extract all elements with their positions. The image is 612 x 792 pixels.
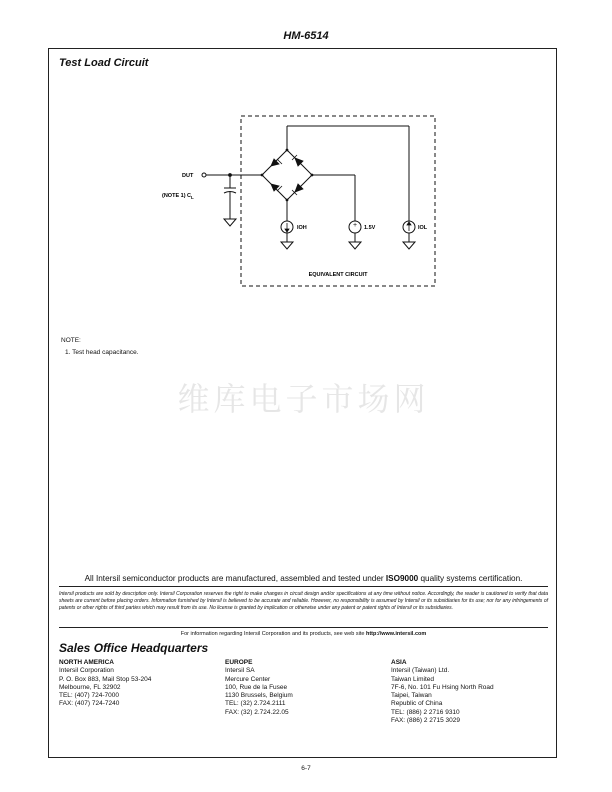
sales-office-title: Sales Office Headquarters	[59, 641, 209, 655]
ground-symbol-cap	[224, 219, 236, 226]
test-load-circuit-diagram	[49, 49, 558, 309]
legal-disclaimer: Intersil products are sold by description only. Intersil Corporation reserves the right to make changes in circuit design and/or specifications at any time without notice. Accordingly, the reader is cautioned to verify that data sheets are current before placing orders. Information furnished by Intersil is believed to be accurate and reliable. However, no responsibility is assumed by Intersil or its subsidiaries for its use; nor for any infringements of patents or other rights of third parties which may result from its use. No license is granted by implication or otherwise under any patent or patent rights of Intersil or its subsidiaries.	[59, 591, 548, 611]
office-line: TEL: (407) 724-7000	[59, 692, 119, 700]
office-europe	[225, 659, 293, 717]
office-north-america	[59, 659, 151, 709]
office-line: P. O. Box 883, Mail Stop 53-204	[59, 675, 152, 683]
office-line: Intersil SA	[225, 667, 255, 675]
notes-label: NOTE:	[61, 337, 81, 344]
dut-label: DUT	[182, 173, 194, 179]
office-line: Republic of China	[391, 700, 443, 708]
iol-label: IOL	[418, 225, 428, 231]
website-info-line: For information regarding Intersil Corporation and its products, see web site http://www.intersil.com	[180, 631, 427, 637]
cl-note-label: (NOTE 1) $C_L$	[162, 193, 194, 200]
office-asia	[391, 659, 494, 725]
office-line: 1130 Brussels, Belgium	[225, 692, 293, 700]
office-line: 100, Rue de la Fusee	[225, 683, 288, 691]
office-region: ASIA	[391, 659, 407, 666]
ground-symbol-iol	[403, 242, 415, 249]
office-line: TEL: (886) 2 2716 9310	[391, 708, 460, 716]
office-line: TEL: (32) 2.724.2111	[225, 700, 286, 708]
office-line: Taipei, Taiwan	[391, 692, 432, 700]
ioh-label: IOH	[297, 225, 307, 231]
watermark: 维库电子市场网	[177, 380, 430, 418]
section-title: Test Load Circuit	[59, 57, 149, 69]
equivalent-circuit-box	[241, 116, 435, 286]
content-frame	[48, 48, 557, 758]
page-header-part-number: HM-6514	[283, 30, 329, 42]
vref-label: 1.5V	[364, 225, 376, 231]
website-link[interactable]: http://www.intersil.com	[365, 631, 427, 637]
page-number: 6-7	[301, 765, 311, 772]
vref-plus-sign: +	[352, 222, 358, 229]
office-line: Mercure Center	[225, 675, 271, 683]
office-line: 7F-6, No. 101 Fu Hsing North Road	[391, 683, 494, 691]
office-line: FAX: (407) 724-7240	[59, 700, 120, 708]
office-line: Intersil (Taiwan) Ltd.	[391, 667, 450, 675]
office-region: EUROPE	[225, 659, 253, 666]
office-region: NORTH AMERICA	[59, 659, 115, 666]
office-line: FAX: (886) 2 2715 3029	[391, 717, 461, 725]
office-line: Intersil Corporation	[59, 667, 114, 675]
divider	[59, 586, 548, 587]
diode-bridge	[262, 150, 312, 200]
equivalent-circuit-label: EQUIVALENT CIRCUIT	[308, 272, 368, 278]
office-line: Taiwan Limited	[391, 675, 434, 683]
iso-certification-statement: All Intersil semiconductor products are manufactured, assembled and tested under ISO9000 quality systems certification.	[84, 574, 523, 583]
note-item: 1. Test head capacitance.	[65, 349, 139, 356]
ground-symbol-vref	[349, 242, 361, 249]
dut-terminal	[202, 173, 206, 177]
ground-symbol-ioh	[281, 242, 293, 249]
divider	[59, 627, 548, 628]
office-line: Melbourne, FL 32902	[59, 683, 121, 691]
office-line: FAX: (32) 2.724.22.05	[225, 708, 289, 716]
